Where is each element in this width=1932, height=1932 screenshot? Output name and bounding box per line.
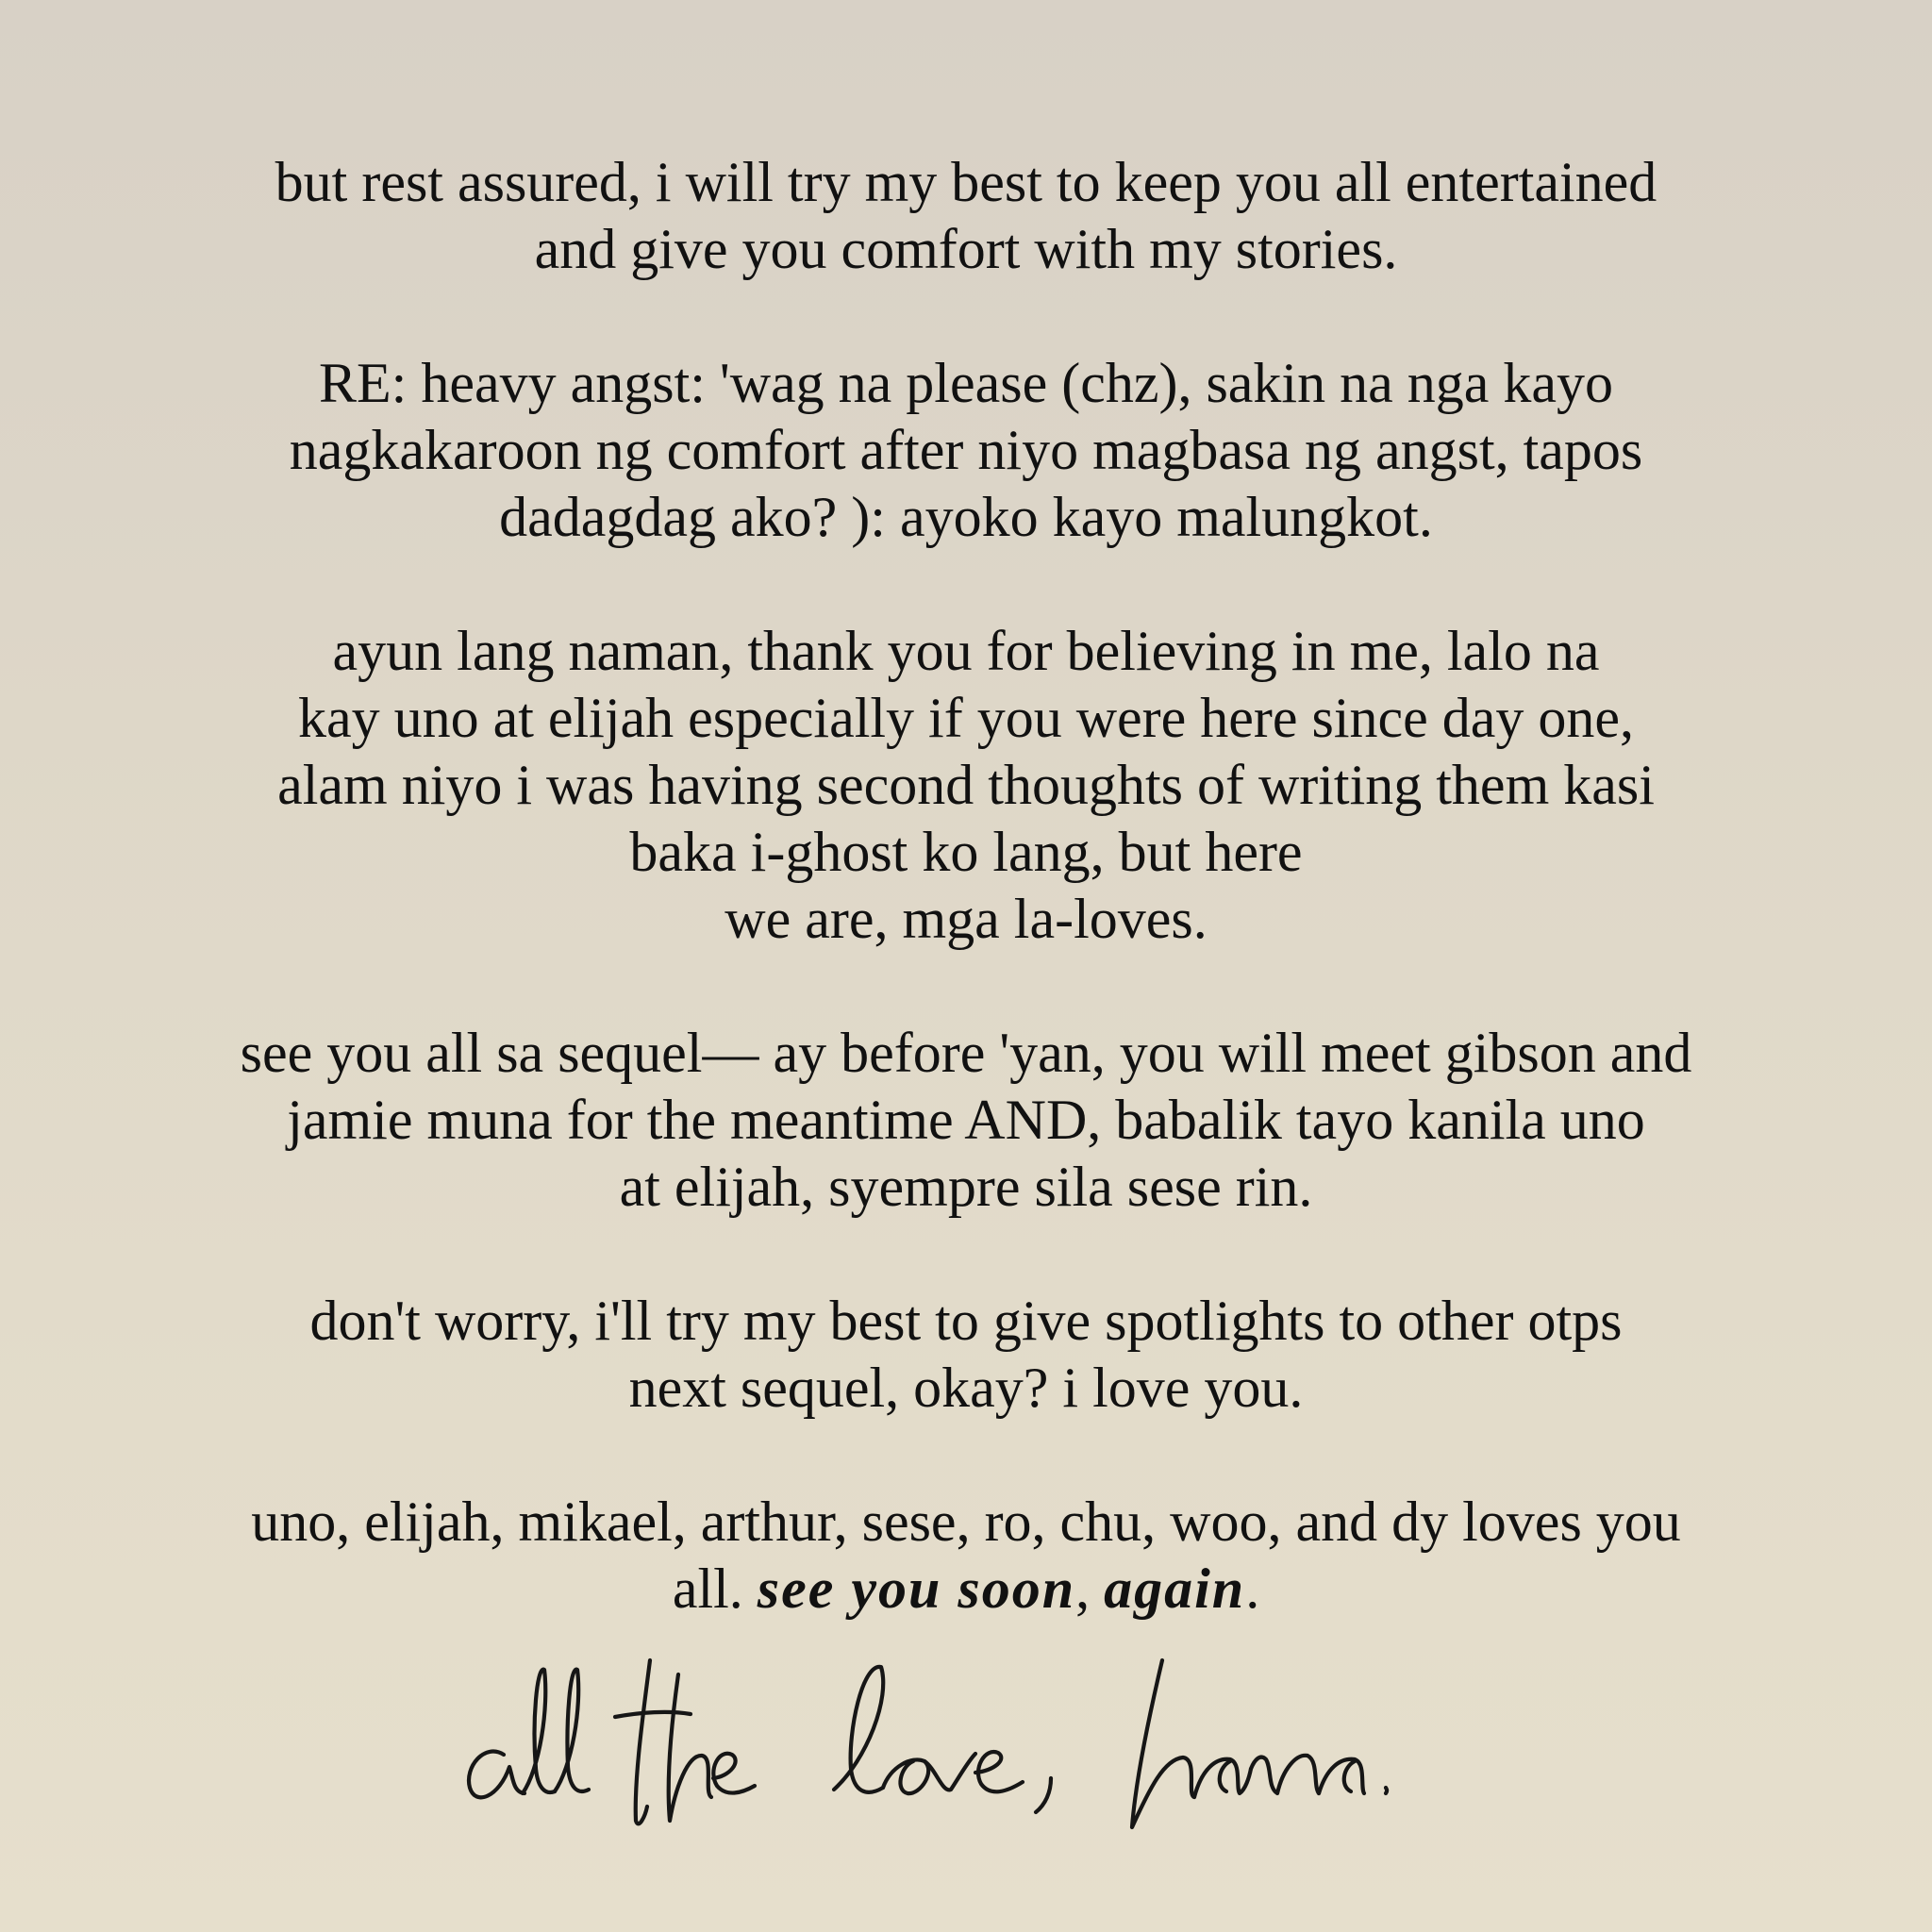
- signature-stroke: [1319, 1759, 1364, 1793]
- signature-stroke: [975, 1752, 1023, 1791]
- handwritten-signature: [447, 1656, 1485, 1844]
- paragraph: [0, 350, 1932, 551]
- text-line: uno, elijah, mikael, arthur, sese, ro, chu, woo, and dy loves you: [251, 1491, 1681, 1553]
- text-line: next sequel, okay? i love you.: [628, 1357, 1304, 1419]
- letter-text: [0, 149, 1932, 1690]
- text-line: don't worry, i'll try my best to give spotlights to other otps: [309, 1290, 1623, 1352]
- signature-stroke: [555, 1670, 589, 1791]
- signature-stroke: [1132, 1660, 1194, 1827]
- signature-stroke: [924, 1754, 975, 1790]
- signature-stroke: [1251, 1756, 1319, 1793]
- signature-stroke: [523, 1670, 555, 1793]
- signature-stroke: [834, 1667, 883, 1792]
- text-line: alam niyo i was having second thoughts of writing them kasi: [277, 754, 1655, 816]
- closing-prefix: all.: [672, 1557, 758, 1620]
- text-line: kay uno at elijah especially if you were here since day one,: [297, 687, 1635, 749]
- text-line: baka i-ghost ko lang, but here: [629, 821, 1303, 883]
- paragraph: [0, 1288, 1932, 1422]
- signature-stroke: [1344, 1761, 1355, 1791]
- signature-stroke: [883, 1759, 928, 1793]
- text-line: RE: heavy angst: 'wag na please (chz), sakin na nga kayo: [318, 352, 1613, 414]
- signature-stroke: [1036, 1778, 1051, 1812]
- signature-stroke: [1386, 1788, 1387, 1793]
- text-line: but rest assured, i will try my best to keep you all entertained: [275, 151, 1657, 213]
- signature-stroke: [469, 1752, 525, 1798]
- signature-stroke: [615, 1712, 691, 1717]
- closing-emphasis: again: [1104, 1557, 1246, 1620]
- signature-stroke: [669, 1674, 711, 1821]
- paragraph: [0, 618, 1932, 953]
- text-line: at elijah, syempre sila sese rin.: [619, 1156, 1313, 1218]
- closing-line: [0, 1556, 1932, 1623]
- signature-stroke: [713, 1754, 755, 1793]
- text-line: and give you comfort with my stories.: [534, 218, 1398, 280]
- signature-stroke: [636, 1660, 650, 1824]
- closing-emphasis: see you soon: [757, 1557, 1076, 1620]
- text-line: jamie muna for the meantime AND, babalik tayo kanila uno: [287, 1089, 1645, 1151]
- paragraph: [0, 1020, 1932, 1221]
- signature-stroke: [1220, 1761, 1230, 1791]
- text-line: ayun lang naman, thank you for believing in me, lalo na: [332, 620, 1600, 682]
- closing-paragraph: [0, 1489, 1932, 1623]
- text-line: we are, mga la-loves.: [724, 888, 1208, 950]
- text-line: dadagdag ako? ): ayoko kayo malungkot.: [499, 486, 1433, 548]
- text-line: see you all sa sequel— ay before 'yan, you will meet gibson and: [240, 1022, 1692, 1084]
- paragraph: [0, 149, 1932, 283]
- closing-suffix: .: [1245, 1557, 1260, 1620]
- text-line: nagkakaroon ng comfort after niyo magbasa ng angst, tapos: [289, 419, 1643, 481]
- closing-separator: ,: [1075, 1557, 1105, 1620]
